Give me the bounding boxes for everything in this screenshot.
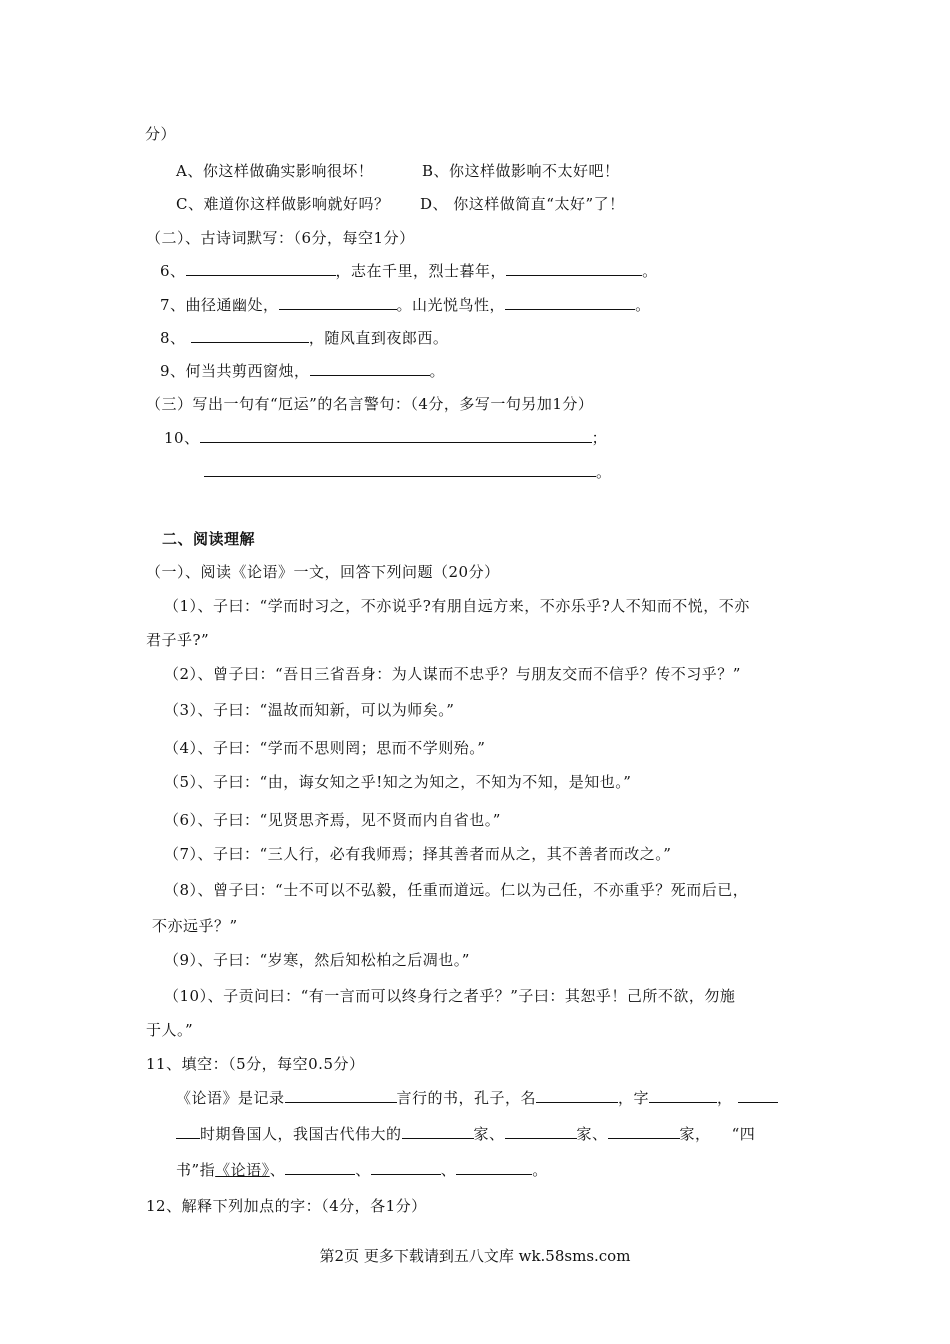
answer-blank[interactable] <box>285 1088 397 1103</box>
question-11-heading: 11、填空：（5分，每空0.5分） <box>146 1055 365 1073</box>
answer-blank[interactable] <box>649 1088 717 1103</box>
passage-line: （2）、曾子曰：“吾日三省吾身：为人谋而不忠乎？与朋友交而不信乎？传不习乎？” <box>164 665 741 683</box>
option-c: C、难道你这样做影响就好吗？ <box>176 195 390 213</box>
question-11-line-3: 书”指《论语》、 、 、 。 <box>176 1161 548 1179</box>
passage-line: 于人。” <box>146 1021 194 1039</box>
passage-line: （9）、子曰：“岁寒，然后知松柏之后凋也。” <box>164 951 470 969</box>
answer-blank[interactable] <box>204 462 596 477</box>
passage-line: （7）、子曰：“三人行，必有我师焉；择其善者而从之，其不善者而改之。” <box>164 845 672 863</box>
section-heading: （二）、古诗词默写：（6分，每空1分） <box>146 229 415 247</box>
answer-blank[interactable] <box>505 295 635 310</box>
part-title: 二、阅读理解 <box>162 530 256 548</box>
option-a: A、你这样做确实影响很坏！ <box>176 162 374 180</box>
answer-blank[interactable] <box>279 295 397 310</box>
option-b: B、你这样做影响不太好吧！ <box>422 162 620 180</box>
passage-line: （10）、子贡问曰：“有一言而可以终身行之者乎？”子曰：其恕乎！己所不欲，勿施 <box>164 987 736 1005</box>
answer-blank[interactable] <box>738 1088 778 1103</box>
question-9: 9、何当共剪西窗烛， 。 <box>160 362 446 380</box>
question-10-line-2: 。 <box>204 462 612 482</box>
option-d: D、 你这样做简直“太好”了！ <box>420 195 625 213</box>
answer-blank[interactable] <box>608 1124 680 1139</box>
text-line: 分） <box>145 125 177 143</box>
answer-blank[interactable] <box>191 328 309 343</box>
question-8: 8、 ，随风直到夜郎西。 <box>160 329 449 347</box>
question-11-line-2: 时期鲁国人，我国古代伟大的 家、 家、 家， “四 <box>176 1124 755 1144</box>
passage-line: （4）、子曰：“学而不思则罔；思而不学则殆。” <box>164 739 486 757</box>
passage-line: 君子乎?” <box>146 631 210 649</box>
answer-blank[interactable] <box>536 1088 618 1103</box>
answer-blank[interactable] <box>310 361 430 376</box>
question-7: 7、曲径通幽处， 。山光悦鸟性， 。 <box>160 296 651 314</box>
passage-line: （5）、子曰：“由，诲女知之乎!知之为知之，不知为不知，是知也。” <box>164 773 632 791</box>
answer-blank[interactable] <box>402 1124 474 1139</box>
answer-blank[interactable] <box>505 1124 577 1139</box>
passage-line: （8）、曾子曰：“士不可以不弘毅，任重而道远。仁以为己任，不亦重乎？死而后已， <box>164 881 749 899</box>
section-heading: （三）写出一句有“厄运”的名言警句：（4分，多写一句另加1分） <box>146 395 594 413</box>
passage-line: （6）、子曰：“见贤思齐焉，见不贤而内自省也。” <box>164 811 501 829</box>
passage-line: 不亦远乎？” <box>152 917 238 935</box>
answer-blank[interactable] <box>186 261 336 276</box>
question-10: 10、 ； <box>164 429 608 447</box>
page-footer: 第2页 更多下载请到五八文库 wk.58sms.com <box>319 1247 631 1265</box>
question-6: 6、 ，志在千里，烈士暮年， 。 <box>160 262 658 280</box>
answer-blank[interactable] <box>506 261 642 276</box>
section-heading: （一）、阅读《论语》一文，回答下列问题（20分） <box>146 563 500 581</box>
question-12-heading: 12、解释下列加点的字：（4分，各1分） <box>146 1197 427 1215</box>
answer-blank[interactable] <box>371 1160 441 1175</box>
question-11-line-1: 《论语》是记录 言行的书，孔子，名 ，字 ， <box>176 1088 778 1108</box>
answer-blank[interactable] <box>285 1160 355 1175</box>
passage-line: （1）、子曰：“学而时习之，不亦说乎?有朋自远方来，不亦乐乎?人不知而不悦，不亦 <box>164 597 750 615</box>
answer-blank[interactable] <box>200 428 592 443</box>
answer-blank[interactable] <box>176 1124 200 1139</box>
passage-line: （3）、子曰：“温故而知新，可以为师矣。” <box>164 701 455 719</box>
answer-blank[interactable] <box>456 1160 532 1175</box>
